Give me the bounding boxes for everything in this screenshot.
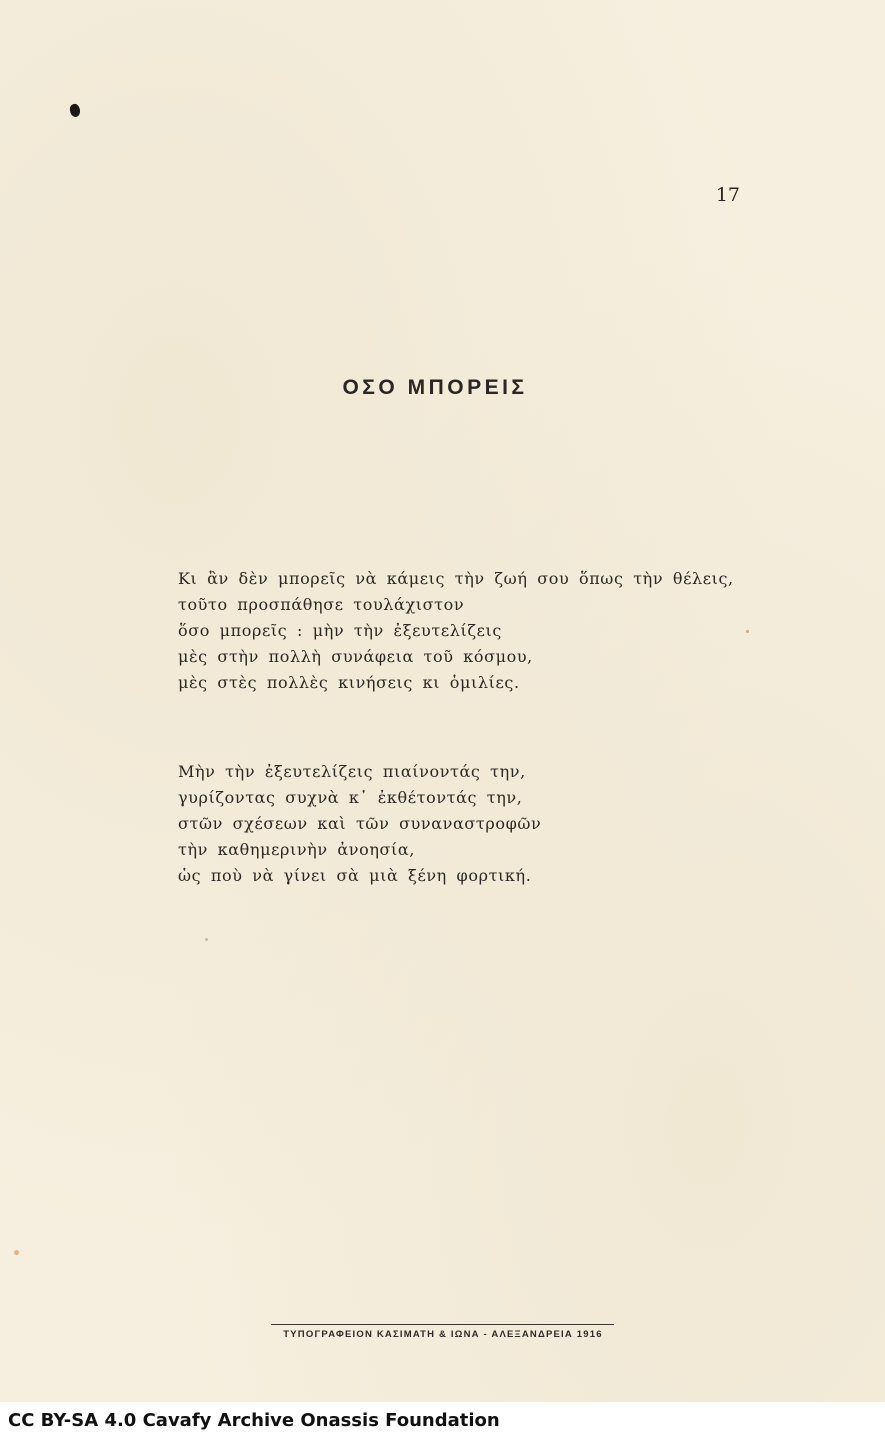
paper-speck <box>14 1250 19 1255</box>
license-credit: CC BY-SA 4.0 Cavafy Archive Onassis Foundation <box>8 1410 500 1431</box>
poem-line: γυρίζοντας συχνὰ κ᾽ ἐκθέτοντάς την, <box>178 788 523 807</box>
imprint-divider <box>271 1324 614 1325</box>
ink-blot-mark <box>68 103 82 119</box>
poem-line: Μὴν τὴν ἐξευτελίζεις πιαίνοντάς την, <box>178 762 526 781</box>
poem-line: ὅσο μπορεῖς : μὴν τὴν ἐξευτελίζεις <box>178 621 502 640</box>
poem-line: ὡς ποὺ νὰ γίνει σὰ μιὰ ξένη φορτική. <box>178 866 532 885</box>
poem-line: τοῦτο προσπάθησε τουλάχιστον <box>178 595 465 614</box>
poem-stanza-1 <box>178 566 734 696</box>
poem-line: στῶν σχέσεων καὶ τῶν συναναστροφῶν <box>178 814 542 833</box>
poem-title: ΟΣΟ ΜΠΟΡΕΙΣ <box>342 376 528 399</box>
poem-stanza-2 <box>178 759 541 889</box>
poem-line: μὲς στὲς πολλὲς κινήσεις κι ὁμιλίες. <box>178 673 520 692</box>
paper-speck <box>205 938 208 941</box>
poem-line: τὴν καθημερινὴν ἀνοησία, <box>178 840 416 859</box>
poem-line: Κι ἂν δὲν μπορεῖς νὰ κάμεις τὴν ζωή σου ὅπως τὴν θέλεις, <box>178 569 734 588</box>
poem-line: μὲς στὴν πολλὴ συνάφεια τοῦ κόσμου, <box>178 647 533 666</box>
paper-speck <box>746 630 749 633</box>
printer-imprint: ΤΥΠΟΓΡΑΦΕΙΟΝ ΚΑΣΙΜΑΤΗ & ΙΩΝΑ - ΑΛΕΞΑΝΔΡΕΙΑ 1916 <box>283 1329 603 1340</box>
page-number: 17 <box>715 184 740 206</box>
